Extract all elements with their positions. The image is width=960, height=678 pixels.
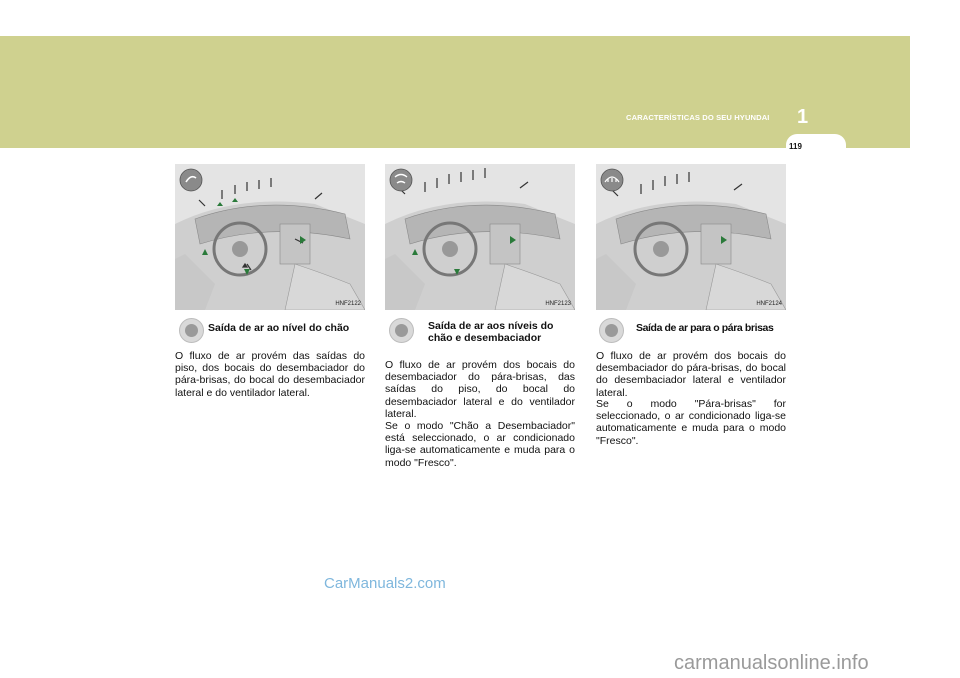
figure-code: HNF2124: [756, 301, 782, 307]
section-title: Saída de ar aos níveis do: [428, 320, 554, 332]
windshield-mode-icon: [599, 318, 624, 343]
figure-code: HNF2122: [335, 301, 361, 307]
dashboard-illustration: [385, 164, 575, 310]
watermark-carmanualsonline[interactable]: carmanualsonline.info: [674, 652, 869, 674]
dashboard-figure-windshield: [596, 164, 786, 310]
watermark-carmanuals2[interactable]: CarManuals2.com: [324, 575, 446, 592]
dashboard-illustration: [596, 164, 786, 310]
section-title-line2: chão e desembaciador: [428, 332, 542, 344]
section-title: Saída de ar para o pára brisas: [636, 322, 774, 334]
floor-mode-icon: [179, 318, 204, 343]
section-body: O fluxo de ar provém das saídas do piso, dos bocais do desembaciador do pára-brisas, do bocal do desembaciador lateral e do ventilador lateral.: [175, 350, 365, 399]
dashboard-illustration: [175, 164, 365, 310]
chapter-number: 1: [797, 106, 809, 128]
section-body: O fluxo de ar provém dos bocais do desembaciador do pára-brisas, das saídas do piso, do bocal do desembaciador lateral e do ventilador lateral.: [385, 359, 575, 420]
section-body-2: Se o modo "Pára-brisas" for seleccionado, o ar condicionado liga-se automaticamente e muda para o modo "Fresco".: [596, 398, 786, 447]
header-top-margin: [0, 0, 910, 36]
header-band: [0, 0, 910, 148]
figure-code: HNF2123: [545, 301, 571, 307]
dashboard-figure-floor: [175, 164, 365, 310]
section-title: Saída de ar ao nível do chão: [208, 322, 350, 334]
chapter-title: CARACTERÍSTICAS DO SEU HYUNDAI: [626, 113, 770, 122]
dashboard-figure-floor-defrost: [385, 164, 575, 310]
section-body: O fluxo de ar provém dos bocais do desembaciador do pára-brisas, do bocal do desembaciador lateral e ventilador lateral.: [596, 350, 786, 399]
floor-defrost-mode-icon: [389, 318, 414, 343]
page-number: 119: [789, 142, 802, 151]
section-body-2: Se o modo "Chão a Desembaciador" está seleccionado, o ar condicionado liga-se automaticamente e muda para o modo "Fresco".: [385, 420, 575, 469]
